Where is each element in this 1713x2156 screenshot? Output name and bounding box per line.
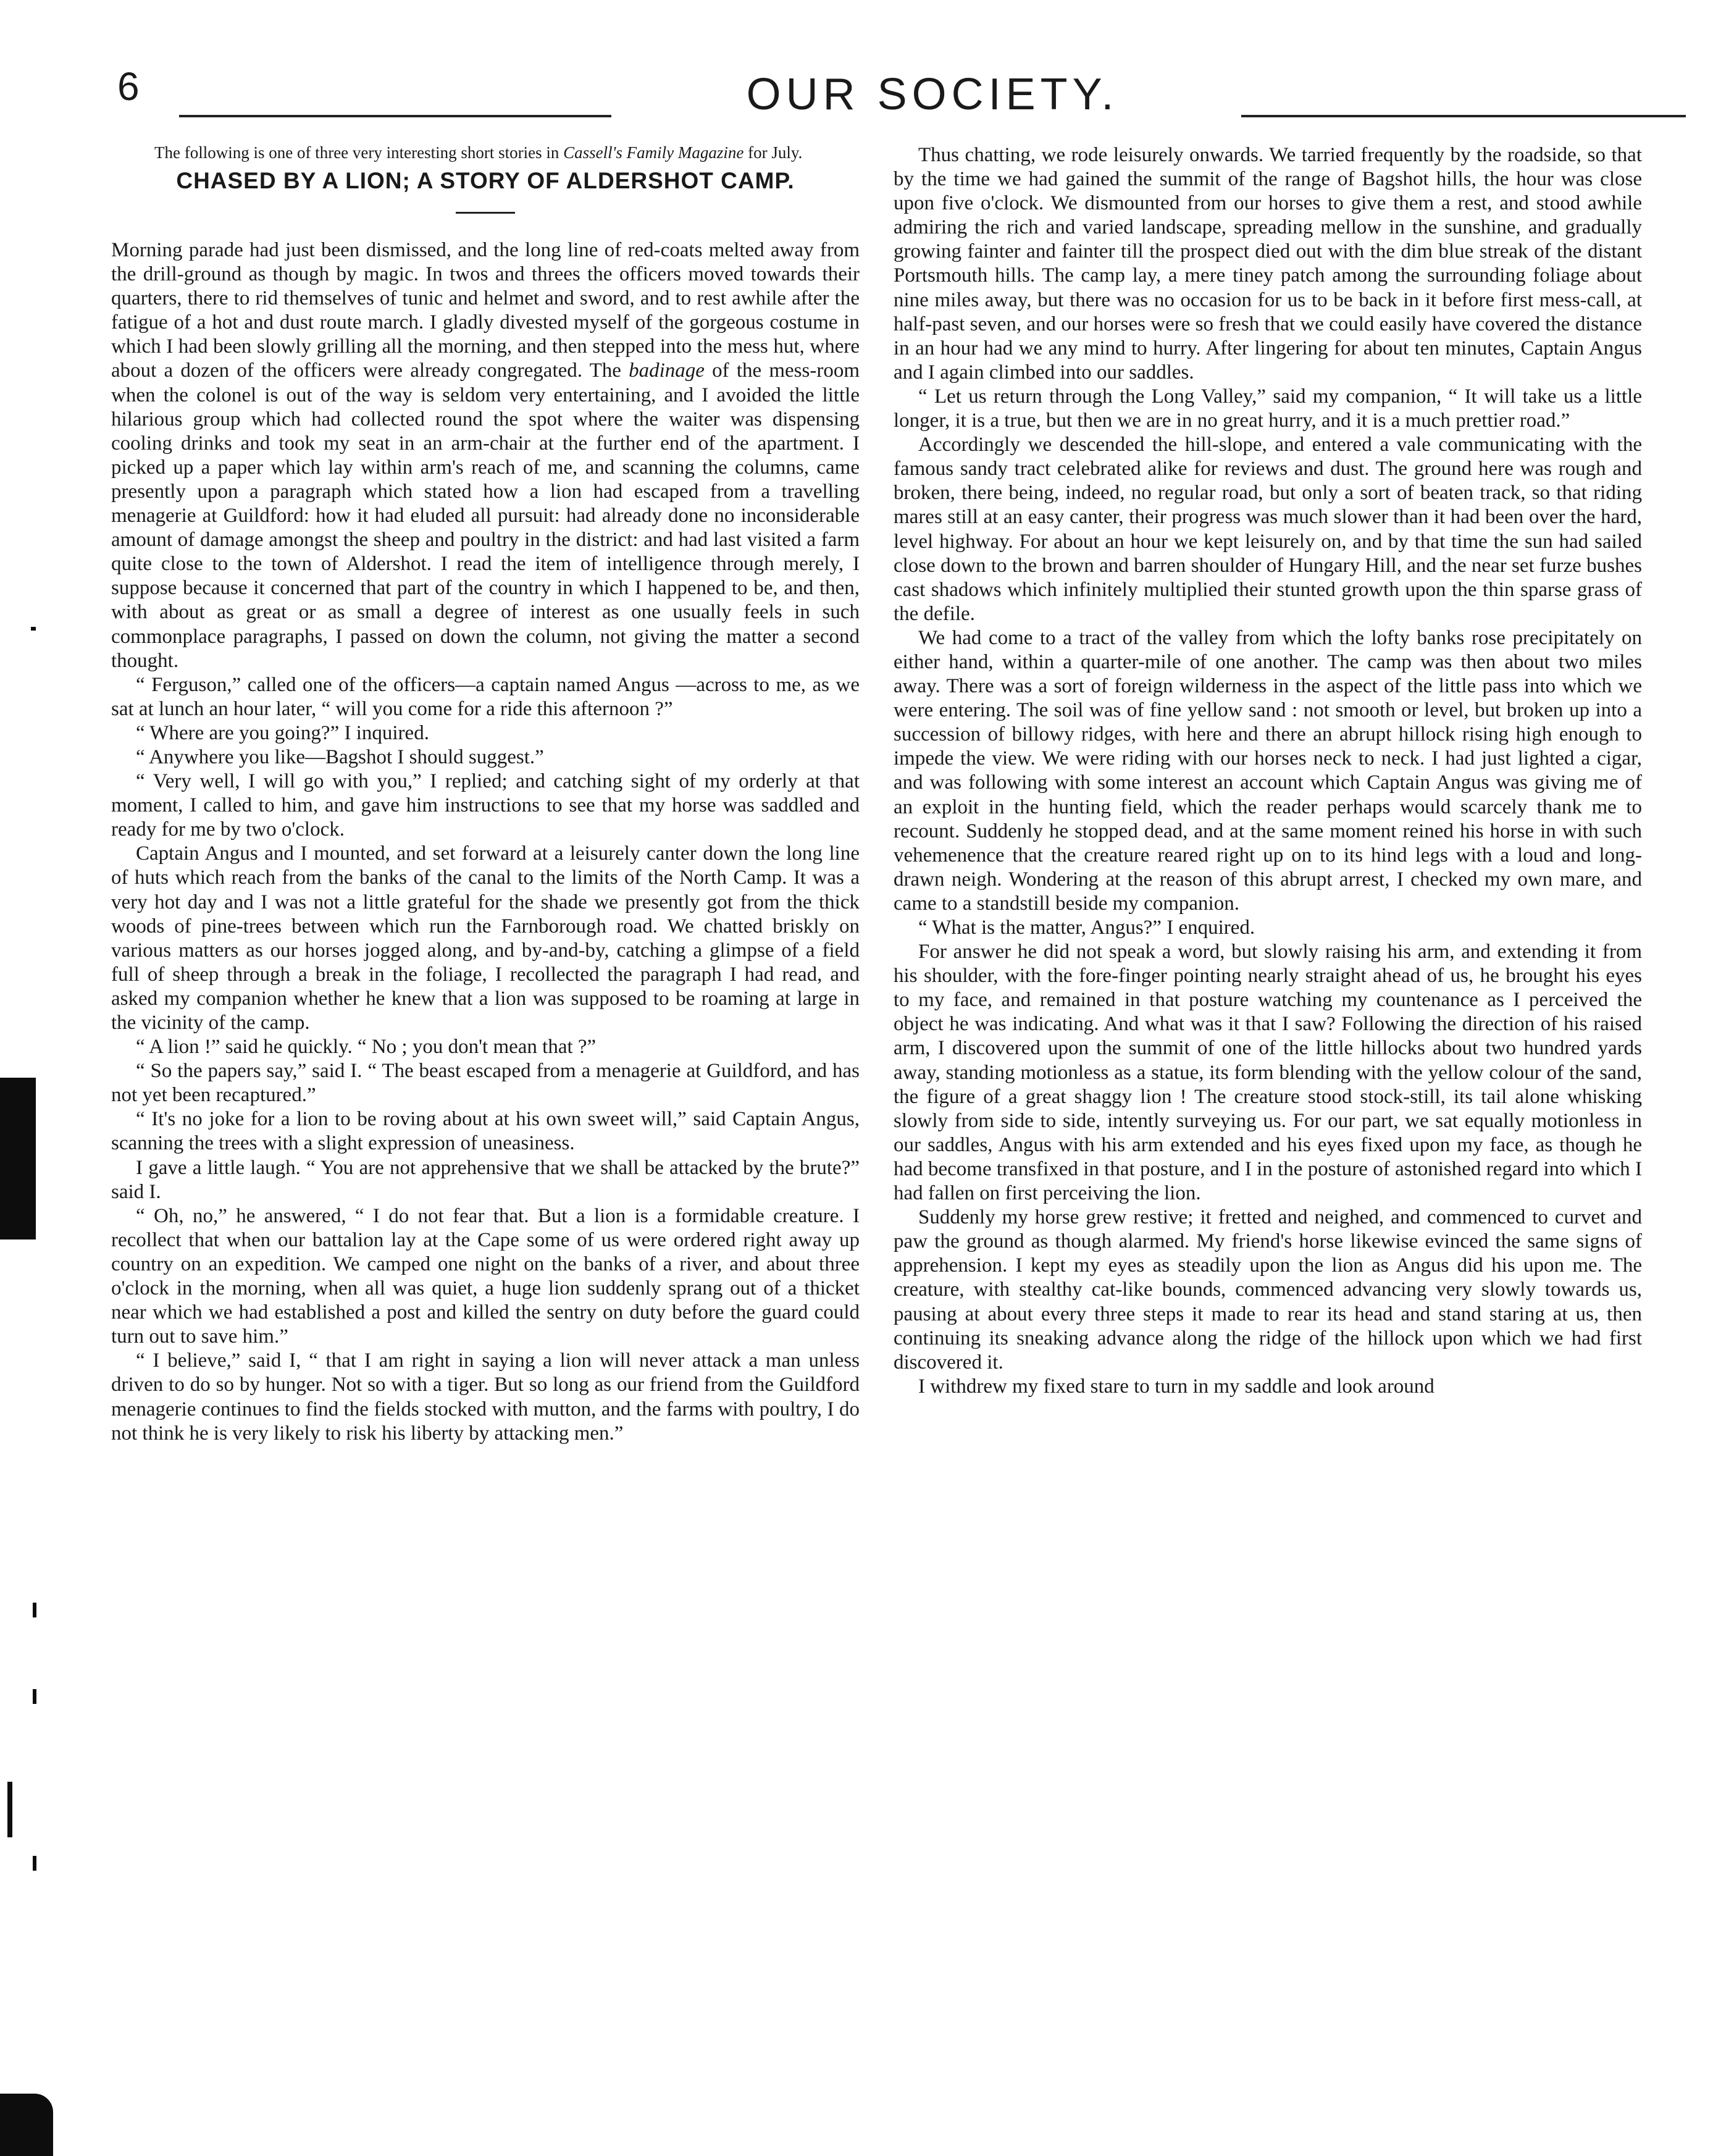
left-column	[111, 143, 860, 1446]
paragraph-text: For answer he did not speak a word, but slowly raising his arm, and extending it from his shoulder, with the fore-finger pointing nearly straight ahead of us, he brought his eyes to my face, and remained in that posture watching my countenance as I perceived the object he was indicating. And what was it that I saw? Following the direction of his raised arm, I discovered upon the summit of one of the little hillocks about two hundred yards away, standing motionless as a statue, its form blending with the yellow colour of the sand, the figure of a great shaggy lion ! The creature stood stock-still, its tail alone whisking slowly from side to side, intently surveying us. For our part, we sat equally motionless in our saddles, Angus with his arm extended and his eyes fixed upon my face, as though he had become transfixed in that posture, and I in the posture of astonished regard into which I had fallen on first perceiving the lion.	[894, 941, 1642, 1205]
italic-word: badinage	[629, 359, 705, 382]
title-rule	[456, 212, 515, 214]
source-note-text: The following is one of three very interesting short stories in	[154, 143, 564, 162]
paragraph-text: “ Anywhere you like—Bagshot I should suggest.”	[136, 745, 544, 768]
paragraph	[111, 770, 860, 842]
scan-mark	[33, 1856, 36, 1871]
paragraph	[111, 238, 860, 673]
paragraph-text: “ Where are you going?” I inquired.	[136, 721, 429, 744]
paragraph-text: “ Very well, I will go with you,” I replied; and catching sight of my orderly at that moment, I called to him, and gave him instructions to see that my horse was saddled and ready for me by two o'clock.	[111, 770, 860, 841]
scan-mark	[33, 1689, 36, 1704]
paragraph	[111, 1035, 860, 1059]
paragraph	[894, 626, 1642, 916]
paragraph-text: of the mess-room when the colonel is out of the way is seldom very entertaining, and I avoided the little hilarious group which had collected round the spot where the waiter was dispensing cooling drinks and took my seat in an arm-chair at the further end of the apartment. I picked up a paper which lay within arm's reach of me, and scanning the columns, came presently upon a paragraph which stated how a lion had escaped from a travelling menagerie at Guildford: how it had eluded all pursuit: had already done no inconsiderable amount of damage amongst the sheep and poultry in the district: and had last visited a farm quite close to the town of Aldershot. I read the item of intelligence through merely, I suppose because it concerned that part of the country in which I happened to be, and then, with about as great or as small a degree of interest as one usually feels in such commonplace paragraphs, I passed on down the column, not giving the matter a second thought.	[111, 359, 860, 672]
right-column-text	[894, 143, 1642, 1399]
page-number: 6	[117, 64, 140, 109]
paragraph	[894, 143, 1642, 385]
paragraph-text: I gave a little laugh. “ You are not apprehensive that we shall be attacked by the brute?” said I.	[111, 1156, 860, 1203]
paragraph	[111, 1204, 860, 1349]
paragraph-text: “ I believe,” said I, “ that I am right in saying a lion will never attack a man unless driven to do so by hunger. Not so with a tiger. But so long as our friend from the Guildford menagerie continues to find the fields stocked with mutton, and the farms with poultry, I do not think he is very likely to risk his liberty by attacking men.”	[111, 1349, 860, 1445]
source-note	[111, 143, 860, 162]
paragraph-text: We had come to a tract of the valley from which the lofty banks rose precipitately on either hand, within a quarter-mile of one another. The camp was then about two miles away. There was a sort of foreign wilderness in the aspect of the little pass into which we were entering. The soil was of fine yellow sand : not smooth or level, but broken up into a succession of billowy ridges, with here and there an abrupt hillock rising high enough to impede the view. We were riding with our horses neck to neck. I had just lighted a cigar, and was following with some interest an account which Captain Angus was giving me of an exploit in the hunting field, which the reader perhaps would scarcely thank me to recount. Suddenly he stopped dead, and at the same moment reined his horse in with such vehemenence that the creature reared right up on to its hind legs with a loud and long-drawn neigh. Wondering at the reason of this abrupt arrest, I checked my own mare, and came to a standstill beside my companion.	[894, 626, 1642, 915]
paragraph-text: “ Ferguson,” called one of the officers—a captain named Angus —across to me, as we sat at lunch an hour later, “ will you come for a ride this afternoon ?”	[111, 673, 860, 720]
paragraph	[894, 385, 1642, 433]
magazine-title: OUR SOCIETY.	[746, 70, 1119, 119]
paragraph-text: Accordingly we descended the hill-slope, and entered a vale communicating with the famous sandy tract celebrated alike for reviews and dust. The ground here was rough and broken, there being, indeed, no regular road, but only a sort of beaten track, so that riding mares still at an easy canter, their progress was much slower than it had been over the hard, level highway. For about an hour we kept leisurely on, and by that time the sun had sailed close down to the brown and barren shoulder of Hungary Hill, and the near set furze bushes cast shadows which infinitely multiplied their stunted growth upon the thin sparse grass of the defile.	[894, 434, 1642, 625]
paragraph-text: Captain Angus and I mounted, and set forward at a leisurely canter down the long line of huts which reach from the banks of the canal to the limits of the North Camp. It was a very hot day and I was not a little grateful for the shade we presently got from the thick woods of pine-trees between which run the Farnborough road. We chatted briskly on various matters as our horses jogged along, and by-and-by, catching a glimpse of a field full of sheep through a break in the foliage, I recollected the paragraph I had read, and asked my companion whether he knew that a lion was supposed to be roaming at large in the vicinity of the camp.	[111, 842, 860, 1034]
source-title: Cassell's Family Magazine	[563, 143, 744, 162]
scan-mark	[0, 2094, 53, 2156]
paragraph-text: I withdrew my fixed stare to turn in my saddle and look around	[918, 1375, 1434, 1398]
scan-mark	[0, 1078, 36, 1239]
paragraph-text: “ So the papers say,” said I. “ The beast escaped from a menagerie at Guildford, and has not yet been recaptured.”	[111, 1060, 860, 1107]
paragraph	[894, 1375, 1642, 1399]
source-note-text: for July.	[743, 143, 803, 162]
paragraph	[111, 1349, 860, 1445]
right-column	[894, 143, 1642, 1399]
paragraph-text: Thus chatting, we rode leisurely onwards. We tarried frequently by the roadside, so that by the time we had gained the summit of the range of Bagshot hills, the hour was close upon five o'clock. We dismounted from our horses to give them a rest, and stood awhile admiring the rich and varied landscape, spreading mellow in the sunshine, and gradually growing fainter and fainter till the prospect died out with the dim blue streak of the distant Portsmouth hills. The camp lay, a mere tiney patch among the surrounding foliage about nine miles away, but there was no occasion for us to be back in it before first mess-call, at half-past seven, and our horses were so fresh that we could easily have covered the distance in an hour had we any mind to hurry. After lingering for about ten minutes, Captain Angus and I again climbed into our saddles.	[894, 144, 1642, 384]
masthead	[179, 64, 1686, 126]
paragraph	[111, 721, 860, 745]
story-title: CHASED BY A LION; A STORY OF ALDERSHOT CAMP.	[176, 168, 795, 193]
paragraph-text: “ Let us return through the Long Valley,” said my companion, “ It will take us a little longer, it is a true, but then we are in no great hurry, and it is a much prettier road.”	[894, 385, 1642, 432]
paragraph-text: “ What is the matter, Angus?” I enquired.	[918, 917, 1255, 939]
paragraph-text: “ A lion !” said he quickly. “ No ; you don't mean that ?”	[136, 1036, 597, 1059]
paragraph	[111, 1156, 860, 1204]
paragraph	[111, 673, 860, 721]
left-column-text	[111, 238, 860, 1446]
paragraph	[894, 1206, 1642, 1375]
paragraph-text: “ It's no joke for a lion to be roving about at his own sweet will,” said Captain Angus, scanning the trees with a slight expression of uneasiness.	[111, 1108, 860, 1155]
paragraph	[894, 916, 1642, 940]
paragraph	[894, 940, 1642, 1206]
scan-mark	[31, 627, 36, 631]
scan-mark	[33, 1603, 36, 1617]
scan-mark	[7, 1782, 12, 1837]
paragraph	[894, 433, 1642, 626]
paragraph	[111, 745, 860, 770]
paragraph-text: Suddenly my horse grew restive; it fretted and neighed, and commenced to curvet and paw the ground as though alarmed. My friend's horse likewise evinced the same signs of apprehension. I kept my eyes as steadily upon the lion as Angus did his upon me. The creature, with stealthy cat-like bounds, commenced advancing very slowly towards us, pausing at about every three steps it made to rear its head and stand staring at us, then continuing its sneaking advance along the ridge of the hillock upon which we had first discovered it.	[894, 1206, 1642, 1374]
paragraph	[111, 1059, 860, 1107]
paragraph	[111, 1107, 860, 1156]
paragraph	[111, 842, 860, 1035]
paragraph-text: Morning parade had just been dismissed, and the long line of red-coats melted away from the drill-ground as though by magic. In twos and threes the officers moved towards their quarters, there to rid themselves of tunic and helmet and sword, and to rest awhile after the fatigue of a hot and dust route march. I gladly divested myself of the gorgeous costume in which I had been slowly grilling all the morning, and then stepped into the mess hut, where about a dozen of the officers were already congregated. The	[111, 239, 860, 382]
paragraph-text: “ Oh, no,” he answered, “ I do not fear that. But a lion is a formidable creature. I recollect that when our battalion lay at the Cape some of us were ordered right away up country on an expedition. We camped one night on the banks of a river, and about three o'clock in the morning, when all was quiet, a huge lion suddenly sprang out of a thicket near which we had established a post and killed the sentry on duty before the guard could turn out to save him.”	[111, 1204, 860, 1348]
